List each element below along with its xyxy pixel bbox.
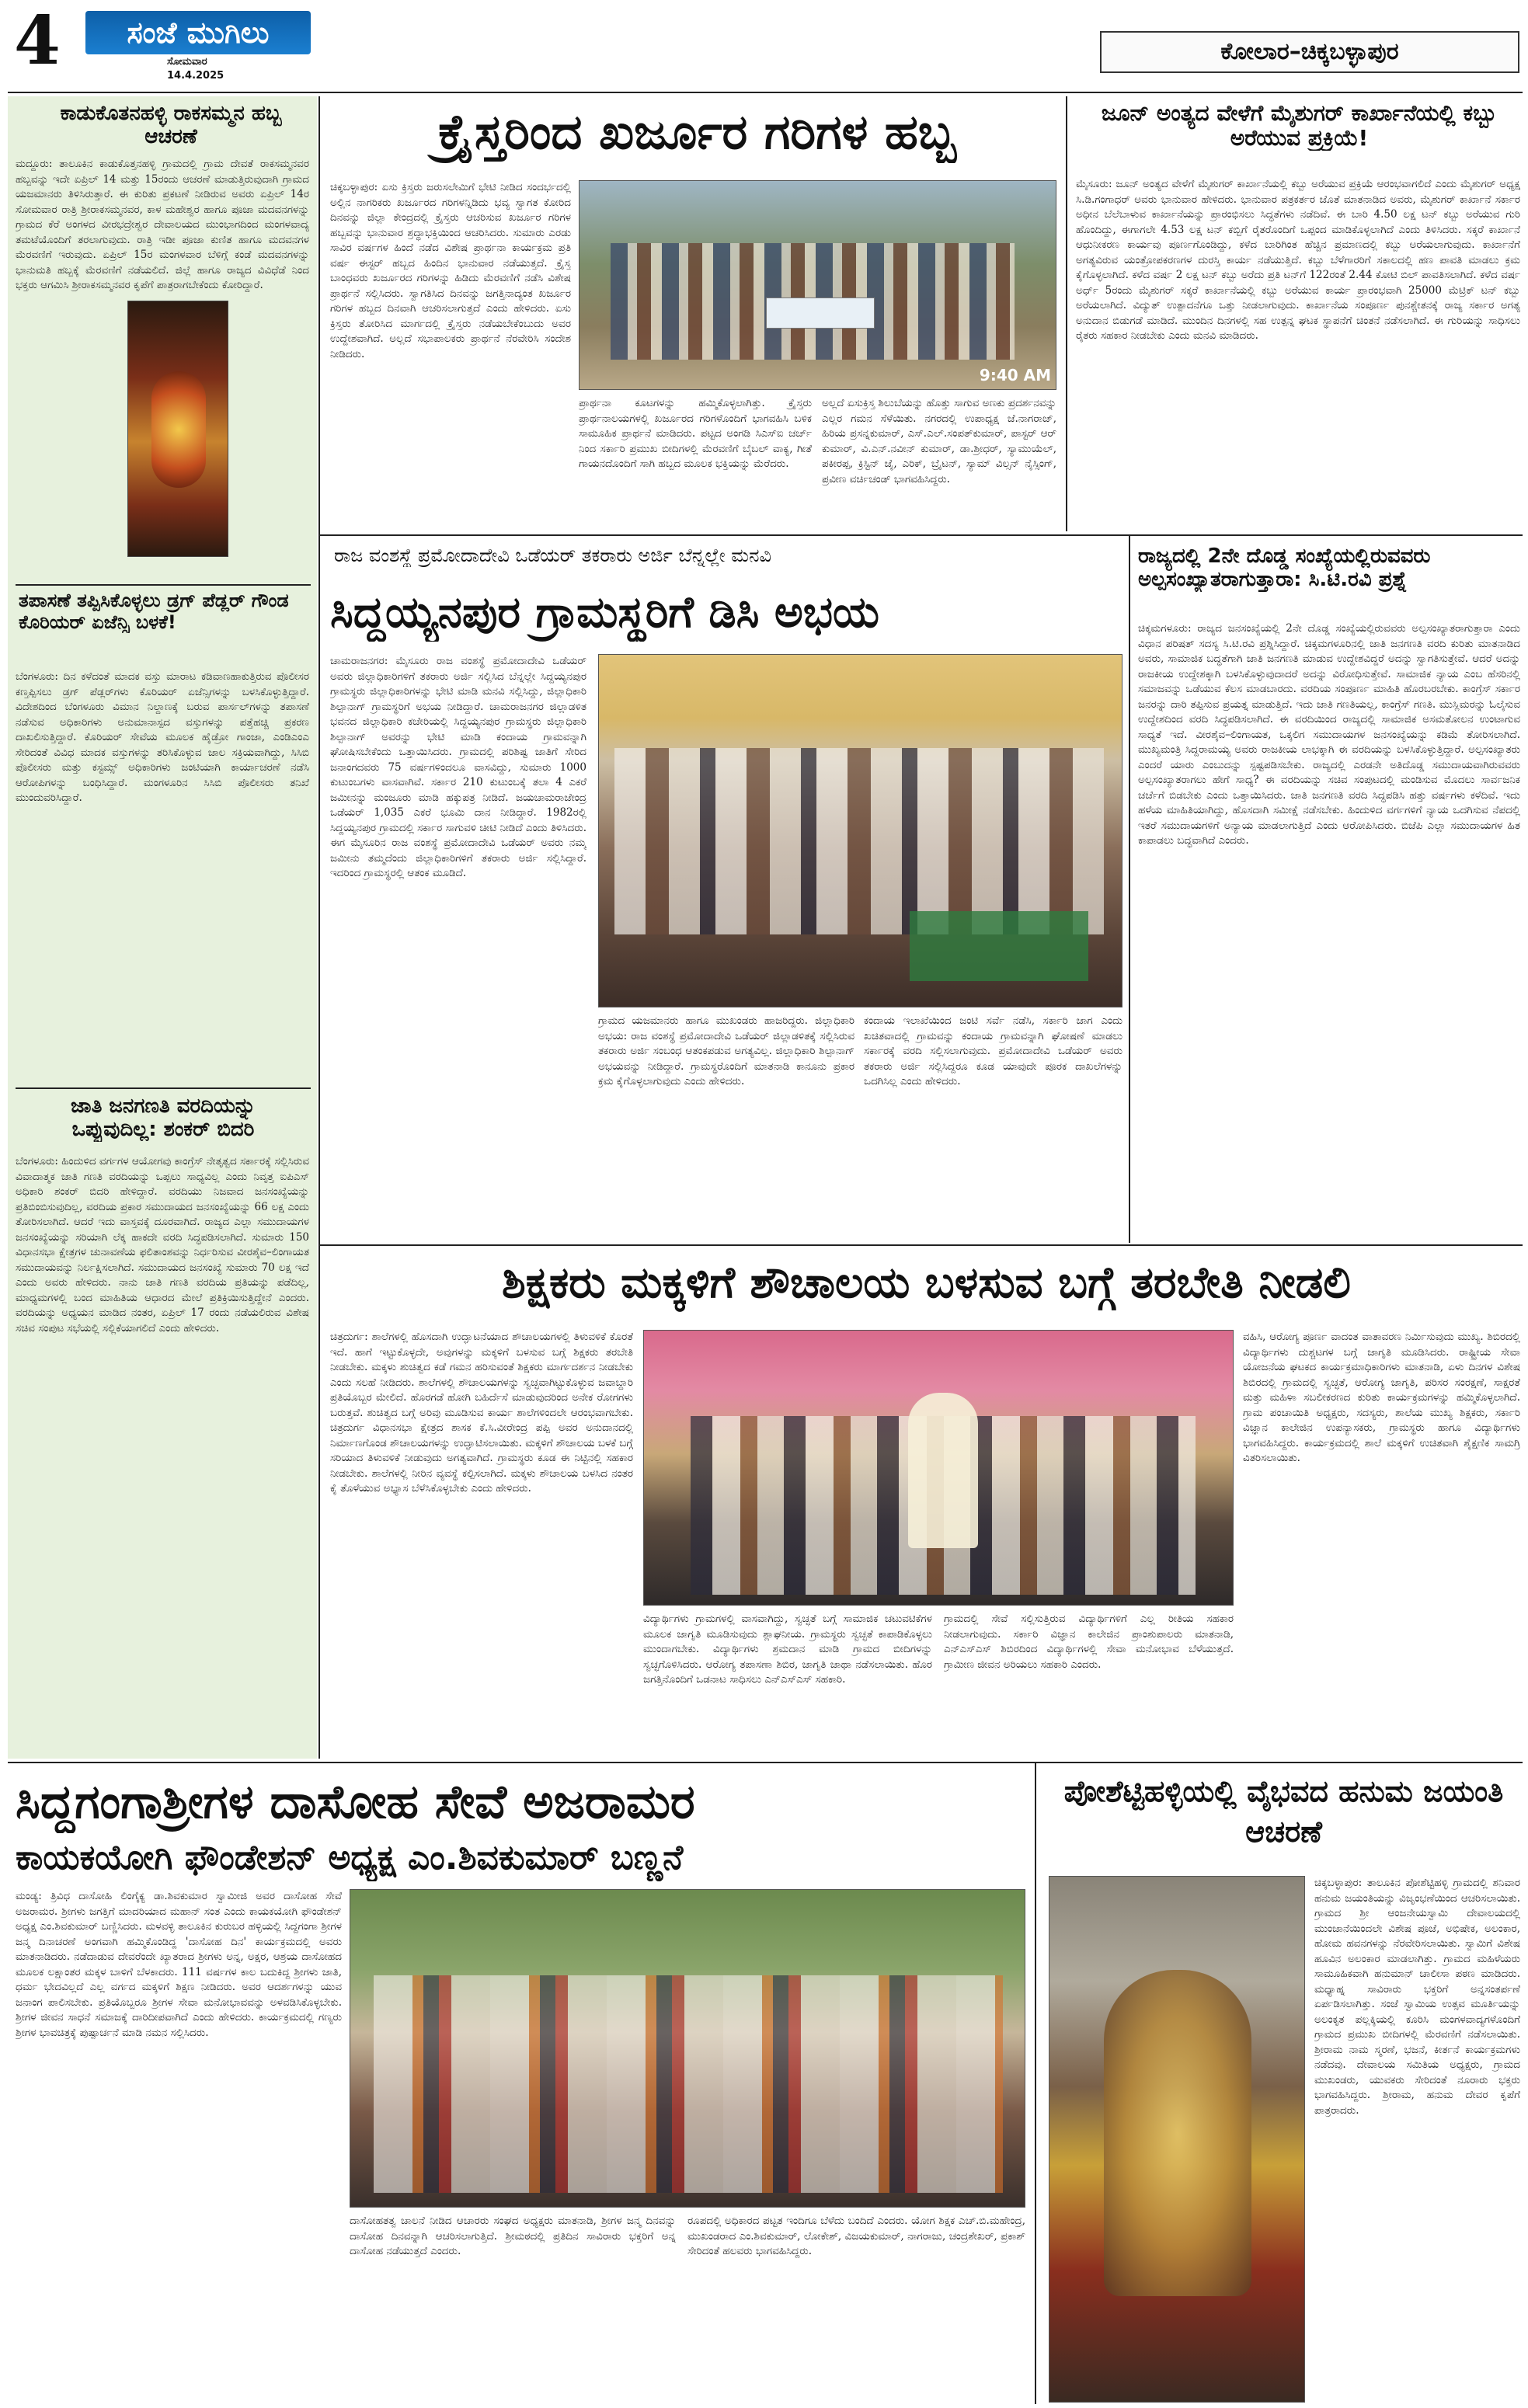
teachers-body-mid2: ಗ್ರಾಮದಲ್ಲಿ ಸೇವೆ ಸಲ್ಲಿಸುತ್ತಿರುವ ವಿದ್ಯಾರ್ಥಿಗಳಿಗೆ ಎಲ್ಲ ರೀತಿಯ ಸಹಕಾರ ನೀಡಲಾಗುವುದು. ಸರ್ಕಾರಿ ವಿಜ್ಞಾನ ಕಾಲೇಜಿನ ಪ್ರಾಂಶುಪಾಲರು ಮಾತನಾಡಿ, ಎನ್‌ಎಸ್‌ಎಸ್ ಶಿಬಿರದಿಂದ ವಿದ್ಯಾರ್ಥಿಗಳಲ್ಲಿ ಸೇವಾ ಮನೋಭಾವ ಬೆಳೆಯುತ್ತದೆ. ಗ್ರಾಮೀಣ ಜೀವನ ಅರಿಯಲು ಸಹಕಾರಿ ಎಂದರು. [944, 1613, 1234, 1671]
bottom-section-rule [8, 1762, 1523, 1763]
teachers-body-left: ಚಿತ್ರದುರ್ಗ: ಶಾಲೆಗಳಲ್ಲಿ ಹೊಸದಾಗಿ ಉದ್ಘಾಟನೆಯಾದ ಶೌಚಾಲಯಗಳಲ್ಲಿ ತಿಳುವಳಿಕೆ ಕೊರತೆ ಇದೆ. ಹಾಗೆ ಇಟ್ಟುಕೊಳ್ಳದೇ, ಅವುಗಳನ್ನು ಮಕ್ಕಳಿಗೆ ಬಳಸುವ ಬಗ್ಗೆ ಶಿಕ್ಷಕರು ತರಬೇತಿ ನೀಡಬೇಕು. ಮಕ್ಕಳು ಶುಚಿತ್ವದ ಕಡೆ ಗಮನ ಹರಿಸುವಂತೆ ಶಿಕ್ಷಕರು ಮಾರ್ಗದರ್ಶನ ನೀಡಬೇಕು ಎಂದು ಸಲಹೆ ನೀಡಿದರು. ಶಾಲೆಗಳಲ್ಲಿ ಶೌಚಾಲಯಗಳನ್ನು ಸ್ವಚ್ಛವಾಗಿಟ್ಟುಕೊಳ್ಳುವ ಜವಾಬ್ದಾರಿ ಪ್ರತಿಯೊಬ್ಬರ ಮೇಲಿದೆ. ಹೊರಗಡೆ ಹೋಗಿ ಬಹಿರ್ದೆಸೆ ಮಾಡುವುದರಿಂದ ಅನೇಕ ರೋಗಗಳು ಬರುತ್ತವೆ. ಶುಚಿತ್ವದ ಬಗ್ಗೆ ಅರಿವು ಮೂಡಿಸುವ ಕಾರ್ಯ ಶಾಲೆಗಳಿಂದಲೇ ಆರಂಭವಾಗಬೇಕು. ಚಿತ್ರದುರ್ಗ ವಿಧಾನಸಭಾ ಕ್ಷೇತ್ರದ ಶಾಸಕ ಕೆ.ಸಿ.ವೀರೇಂದ್ರ ಪಪ್ಪಿ ಅವರ ಅನುದಾನದಲ್ಲಿ ನಿರ್ಮಾಣಗೊಂಡ ಶೌಚಾಲಯಗಳನ್ನು ಉದ್ಘಾಟಿಸಲಾಯಿತು. ಮಕ್ಕಳಿಗೆ ಶೌಚಾಲಯ ಬಳಕೆ ಬಗ್ಗೆ ಸರಿಯಾದ ತಿಳುವಳಿಕೆ ನೀಡುವುದು ಅಗತ್ಯವಾಗಿದೆ. ಗ್ರಾಮಸ್ಥರು ಕೂಡ ಈ ನಿಟ್ಟಿನಲ್ಲಿ ಸಹಕಾರ ನೀಡಬೇಕು. ಶಾಲೆಗಳಲ್ಲಿ ನೀರಿನ ವ್ಯವಸ್ಥೆ ಕಲ್ಪಿಸಲಾಗಿದೆ. ಮಕ್ಕಳು ಶೌಚಾಲಯ ಬಳಸಿದ ನಂತರ ಕೈ ತೊಳೆಯುವ ಅಭ್ಯಾಸ ಬೆಳೆಸಿಕೊಳ್ಳಬೇಕು ಎಂದು ಹೇಳಿದರು. [330, 1331, 633, 1495]
top-section-rule [320, 534, 1523, 536]
side-story2-body: ಬೆಂಗಳೂರು: ದಿನ ಕಳೆದಂತೆ ಮಾದಕ ವಸ್ತು ಮಾರಾಟ ಕಡಿವಾಣಹಾಕುತ್ತಿರುವ ಪೊಲೀಸರ ಕಣ್ತಪ್ಪಿಸಲು ಡ್ರಗ್ ಪೆಡ್ಲರ್‌ಗಳು ಕೊರಿಯರ್ ಏಜೆನ್ಸಿಗಳನ್ನು ಬಳಸಿಕೊಳ್ಳುತ್ತಿದ್ದಾರೆ. ವಿದೇಶದಿಂದ ಬೆಂಗಳೂರು ವಿಮಾನ ನಿಲ್ದಾಣಕ್ಕೆ ಬರುವ ಪಾರ್ಸಲ್‌ಗಳನ್ನು ತಪಾಸಣೆ ನಡೆಸುವ ಅಧಿಕಾರಿಗಳು ಅನುಮಾನಾಸ್ಪದ ವಸ್ತುಗಳನ್ನು ಪತ್ತೆಹಚ್ಚಿ ಪ್ರಕರಣ ದಾಖಲಿಸುತ್ತಿದ್ದಾರೆ. ಕೊರಿಯರ್ ಸೇವೆಯ ಮೂಲಕ ಹೈಡ್ರೋ ಗಾಂಜಾ, ಎಂಡಿಎಂಎ ಸೇರಿದಂತೆ ವಿವಿಧ ಮಾದಕ ವಸ್ತುಗಳನ್ನು ತರಿಸಿಕೊಳ್ಳುವ ಜಾಲ ಸಕ್ರಿಯವಾಗಿದ್ದು, ಸಿಸಿಬಿ ಪೊಲೀಸರು ಮತ್ತು ಕಸ್ಟಮ್ಸ್ ಅಧಿಕಾರಿಗಳು ಜಂಟಿಯಾಗಿ ಕಾರ್ಯಾಚರಣೆ ನಡೆಸಿ ಆರೋಪಿಗಳನ್ನು ಬಂಧಿಸಿದ್ದಾರೆ. ಮಂಗಳೂರಿನ ಸಿಸಿಬಿ ಪೊಲೀಸರು ತನಿಖೆ ಮುಂದುವರಿಸಿದ್ದಾರೆ. [16, 670, 309, 804]
goddess-photo [127, 301, 228, 557]
palm-sunday-photo [579, 180, 1056, 390]
side-story3-headline: ಜಾತಿ ಜನಗಣತಿ ವರದಿಯನ್ನು ಒಪ್ಪುವುದಿಲ್ಲ: ಶಂಕರ್ ಬಿದರಿ [70, 1095, 256, 1141]
side-story3-body: ಬೆಂಗಳೂರು: ಹಿಂದುಳಿದ ವರ್ಗಗಳ ಆಯೋಗವು ಕಾಂಗ್ರೆಸ್ ನೇತೃತ್ವದ ಸರ್ಕಾರಕ್ಕೆ ಸಲ್ಲಿಸಿರುವ ವಿವಾದಾತ್ಮಕ ಜಾತಿ ಗಣತಿ ವರದಿಯನ್ನು ಒಪ್ಪಲು ಸಾಧ್ಯವಿಲ್ಲ ಎಂದು ನಿವೃತ್ತ ಐಪಿಎಸ್ ಅಧಿಕಾರಿ ಶಂಕರ್ ಬಿದರಿ ಹೇಳಿದ್ದಾರೆ. ವರದಿಯು ನಿಜವಾದ ಜನಸಂಖ್ಯೆಯನ್ನು ಪ್ರತಿಬಿಂಬಿಸುವುದಿಲ್ಲ, ವರದಿಯ ಪ್ರಕಾರ ಸಮುದಾಯದ ಜನಸಂಖ್ಯೆಯನ್ನು 66 ಲಕ್ಷ ಎಂದು ತೋರಿಸಲಾಗಿದೆ. ಆದರೆ ಇದು ವಾಸ್ತವಕ್ಕೆ ದೂರವಾಗಿದೆ. ರಾಜ್ಯದ ಎಲ್ಲಾ ಸಮುದಾಯಗಳ ಜನಸಂಖ್ಯೆಯನ್ನು ಸರಿಯಾಗಿ ಲೆಕ್ಕ ಹಾಕದೇ ವರದಿ ಸಿದ್ಧಪಡಿಸಲಾಗಿದೆ. ಸುಮಾರು 150 ವಿಧಾನಸಭಾ ಕ್ಷೇತ್ರಗಳ ಚುನಾವಣೆಯ ಫಲಿತಾಂಶವನ್ನು ನಿರ್ಧರಿಸುವ ವೀರಶೈವ–ಲಿಂಗಾಯತ ಸಮುದಾಯವನ್ನು ನಿರ್ಲಕ್ಷಿಸಲಾಗಿದೆ. ಸಮುದಾಯದ ಜನಸಂಖ್ಯೆ ಸುಮಾರು 70 ಲಕ್ಷ ಇದೆ ಎಂದು ಅವರು ಹೇಳಿದರು. ನಾನು ಜಾತಿ ಗಣತಿ ವರದಿಯ ಪ್ರತಿಯನ್ನು ಪಡೆದಿಲ್ಲ, ಮಾಧ್ಯಮಗಳಲ್ಲಿ ಬಂದ ಮಾಹಿತಿಯ ಆಧಾರದ ಮೇಲೆ ಪ್ರತಿಕ್ರಿಯಿಸುತ್ತಿದ್ದೇನೆ ಎಂದರು. ವರದಿಯನ್ನು ಅಧ್ಯಯನ ಮಾಡಿದ ನಂತರ, ಏಪ್ರಿಲ್ 17 ರಂದು ನಡೆಯಲಿರುವ ವಿಶೇಷ ಸಚಿವ ಸಂಪುಟ ಸಭೆಯಲ್ಲಿ ಸಲ್ಲಿಕೆಯಾಗಲಿದೆ ಎಂದು ಹೇಳಿದರು. [16, 1155, 309, 1334]
ct-ravi-headline: ರಾಜ್ಯದಲ್ಲಿ 2ನೇ ದೊಡ್ಡ ಸಂಖ್ಯೆಯಲ್ಲಿರುವವರು ಅಲ್ಪಸಂಖ್ಯಾತರಾಗುತ್ತಾರಾ: ಸಿ.ಟಿ.ರವಿ ಪ್ರಶ್ನೆ [1138, 545, 1431, 591]
mid-right-rule [1129, 536, 1130, 1243]
dasoha-event-photo [350, 1889, 1025, 2208]
siddaganga-subhead: ಕಾಯಕಯೋಗಿ ಫೌಂಡೇಶನ್ ಅಧ್ಯಕ್ಷ ಎಂ.ಶಿವಕುಮಾರ್ ಬಣ್ಣನೆ [16, 1838, 684, 1877]
christian-festival-body-mid: ಪ್ರಾರ್ಥನಾ ಕೂಟಗಳನ್ನು ಹಮ್ಮಿಕೊಳ್ಳಲಾಗಿತ್ತು. ಕ್ರೈಸ್ತರು ಪ್ರಾರ್ಥನಾಲಯಗಳಲ್ಲಿ ಖರ್ಜೂರದ ಗರಿಗಳೊಂದಿಗೆ ಭಾಗವಹಿಸಿ ಬಳಿಕ ಸಾಮೂಹಿಕ ಪ್ರಾರ್ಥನೆ ಮಾಡಿದರು. ಪಟ್ಟದ ಅಂಗಡಿ ಸಿಎಸ್‌ಐ ಚರ್ಚ್ ನಿಂದ ಸರ್ಕಾರಿ ಪ್ರಮುಖ ಬೀದಿಗಳಲ್ಲಿ ಮೆರವಣಿಗೆ ಬೈಬಲ್ ವಾಕ್ಯ, ಗೀತೆ ಗಾಯನದೊಂದಿಗೆ ಸಾಗಿ ಹಬ್ಬದ ಮೂಲಕ ಭಕ್ತಿಯನ್ನು ಮೆರೆದರು. [579, 397, 812, 470]
christian-festival-body-right: ಅಲ್ಲದೆ ಏಸುಕ್ರಿಸ್ತ ಶಿಲುಬೆಯನ್ನು ಹೊತ್ತು ಸಾಗುವ ಅಣಕು ಪ್ರದರ್ಶನವನ್ನು ಎಲ್ಲರ ಗಮನ ಸೆಳೆಯಿತು. ನಗರದಲ್ಲಿ ಉಪಾಧ್ಯಕ್ಷ ಜೆ.ನಾಗರಾಜ್, ಹಿರಿಯ ಪ್ರಸನ್ನಕುಮಾರ್, ಎಸ್.ಎಲ್.ಸಂಪತ್‌ಕುಮಾರ್, ಪಾಸ್ಟರ್ ಆರ್ ಕುಮಾರ್, ವಿ.ಎನ್.ನವೀನ್ ಕುಮಾರ್, ಡಾ.ಶ್ರೀಧರ್, ಸ್ಯಾಮುಯೆಲ್, ಪಕೀರಪ್ಪ, ಕ್ರಿಸ್ಟಿನ್ ಜೈ, ಎರಿಕ್, ಬ್ರೈಟನ್, ಸ್ಯಾಮ್ ವಿಲ್ಸನ್ ನೈಸ್ಸಿಂಗ್, ಪ್ರವೀಣ ವರ್ಚಿಚಂಡ್ ಭಾಗವಹಿಸಿದ್ದರು. [822, 397, 1056, 485]
masthead-day: ಸೋಮವಾರ [167, 56, 207, 68]
siddayyanapura-kicker: ರಾಜ ವಂಶಸ್ಥೆ ಪ್ರಮೋದಾದೇವಿ ಒಡೆಯರ್ ತಕರಾರು ಅರ್ಜಿ ಬೆನ್ನಲ್ಲೇ ಮನವಿ [334, 545, 771, 566]
siddayyanapura-body-mid: ಗ್ರಾಮದ ಯಜಮಾನರು ಹಾಗೂ ಮುಖಂಡರು ಹಾಜರಿದ್ದರು. ಜಿಲ್ಲಾಧಿಕಾರಿ ಅಭಯ: ರಾಜ ವಂಶಸ್ಥೆ ಪ್ರಮೋದಾದೇವಿ ಒಡೆಯರ್ ಜಿಲ್ಲಾಡಳಿತಕ್ಕೆ ಸಲ್ಲಿಸಿರುವ ತಕರಾರು ಅರ್ಜಿ ಸಂಬಂಧ ಆತಂಕಪಡುವ ಅಗತ್ಯವಿಲ್ಲ. ಜಿಲ್ಲಾಧಿಕಾರಿ ಶಿಲ್ಪಾನಾಗ್ ಅಭಯವನ್ನು ನೀಡಿದ್ದಾರೆ. ಗ್ರಾಮಸ್ಥರೊಂದಿಗೆ ಮಾತನಾಡಿ ಕಾನೂನು ಪ್ರಕಾರ ಕ್ರಮ ಕೈಗೊಳ್ಳಲಾಗುವುದು ಎಂದು ಹೇಳಿದರು. [598, 1014, 854, 1087]
teachers-body-mid: ವಿದ್ಯಾರ್ಥಿಗಳು ಗ್ರಾಮಗಳಲ್ಲಿ ವಾಸವಾಗಿದ್ದು, ಸ್ವಚ್ಛತೆ ಬಗ್ಗೆ ಸಾಮಾಜಿಕ ಚಟುವಟಿಕೆಗಳ ಮೂಲಕ ಜಾಗೃತಿ ಮೂಡಿಸುವುದು ಶ್ಲಾಘನೀಯ. ಗ್ರಾಮಸ್ಥರು ಸ್ವಚ್ಛತೆ ಕಾಪಾಡಿಕೊಳ್ಳಲು ಮುಂದಾಗಬೇಕು. ವಿದ್ಯಾರ್ಥಿಗಳು ಶ್ರಮದಾನ ಮಾಡಿ ಗ್ರಾಮದ ಬೀದಿಗಳನ್ನು ಸ್ವಚ್ಛಗೊಳಿಸಿದರು. ಆರೋಗ್ಯ ತಪಾಸಣಾ ಶಿಬಿರ, ಜಾಗೃತಿ ಜಾಥಾ ನಡೆಸಲಾಯಿತು. ಹೊರ ಜಗತ್ತಿನೊಂದಿಗೆ ಒಡನಾಟ ಸಾಧಿಸಲು ಎನ್‌ಎಸ್‌ಎಸ್ ಸಹಕಾರಿ. [643, 1613, 932, 1686]
siddayyanapura-body-right: ಕಂದಾಯ ಇಲಾಖೆಯಿಂದ ಜಂಟಿ ಸರ್ವೆ ನಡೆಸಿ, ಸರ್ಕಾರಿ ಜಾಗ ಎಂದು ಖಚಿತವಾದಲ್ಲಿ ಗ್ರಾಮವನ್ನು ಕಂದಾಯ ಗ್ರಾಮವನ್ನಾಗಿ ಘೋಷಣೆ ಮಾಡಲು ಸರ್ಕಾರಕ್ಕೆ ವರದಿ ಸಲ್ಲಿಸಲಾಗುವುದು. ಪ್ರಮೋದಾದೇವಿ ಒಡೆಯರ್ ಅವರು ತಕರಾರು ಅರ್ಜಿ ಸಲ್ಲಿಸಿದ್ದರೂ ಕೂಡ ಯಾವುದೇ ಪೂರಕ ದಾಖಲೆಗಳನ್ನು ಒದಗಿಸಿಲ್ಲ ಎಂದು ಹೇಳಿದರು. [864, 1014, 1123, 1087]
newspaper-logo-text: ಸಂಜೆ ಮುಗಿಲು [127, 16, 270, 50]
dc-petition-photo [598, 654, 1123, 1007]
siddayyanapura-headline: ಸಿದ್ದಯ್ಯನಪುರ ಗ್ರಾಮಸ್ಥರಿಗೆ ಡಿಸಿ ಅಭಯ [330, 587, 879, 638]
masthead [0, 0, 1528, 95]
siddaganga-body-left: ಮಂಡ್ಯ: ತ್ರಿವಿಧ ದಾಸೋಹಿ ಲಿಂಗೈಕ್ಯ ಡಾ.ಶಿವಕುಮಾರ ಸ್ವಾಮೀಜಿ ಅವರ ದಾಸೋಹ ಸೇವೆ ಅಜರಾಮರ. ಶ್ರೀಗಳು ಜಗತ್ತಿಗೆ ಮಾದರಿಯಾದ ಮಹಾನ್ ಸಂತ ಎಂದು ಕಾಯಕಯೋಗಿ ಫೌಂಡೇಶನ್ ಅಧ್ಯಕ್ಷ ಎಂ.ಶಿವಕುಮಾರ್ ಬಣ್ಣಿಸಿದರು. ಮಳವಳ್ಳಿ ತಾಲೂಕಿನ ಕುರುಬರ ಹಳ್ಳಿಯಲ್ಲಿ ಸಿದ್ದಗಂಗಾ ಶ್ರೀಗಳ ಜನ್ಮ ದಿನಾಚರಣೆ ಅಂಗವಾಗಿ ಹಮ್ಮಿಕೊಂಡಿದ್ದ 'ದಾಸೋಹ ದಿನ' ಕಾರ್ಯಕ್ರಮದಲ್ಲಿ ಅವರು ಮಾತನಾಡಿದರು. ನಡೆದಾಡುವ ದೇವರೆಂದೇ ಖ್ಯಾತರಾದ ಶ್ರೀಗಳು ಅನ್ನ, ಅಕ್ಷರ, ಆಶ್ರಯ ದಾಸೋಹದ ಮೂಲಕ ಲಕ್ಷಾಂತರ ಮಕ್ಕಳ ಬಾಳಿಗೆ ಬೆಳಕಾದರು. 111 ವರ್ಷಗಳ ಕಾಲ ಬದುಕಿದ್ದ ಶ್ರೀಗಳು ಜಾತಿ, ಧರ್ಮ ಭೇದವಿಲ್ಲದೆ ಎಲ್ಲ ವರ್ಗದ ಮಕ್ಕಳಿಗೆ ಶಿಕ್ಷಣ ನೀಡಿದರು. ಅವರ ಆದರ್ಶಗಳನ್ನು ಯುವ ಜನಾಂಗ ಪಾಲಿಸಬೇಕು. ಪ್ರತಿಯೊಬ್ಬರೂ ಶ್ರೀಗಳ ಸೇವಾ ಮನೋಭಾವವನ್ನು ಅಳವಡಿಸಿಕೊಳ್ಳಬೇಕು. ಶ್ರೀಗಳ ಜೀವನ ಸಾಧನೆ ಸಮಾಜಕ್ಕೆ ದಾರಿದೀಪವಾಗಿದೆ ಎಂದು ಹೇಳಿದರು. ಕಾರ್ಯಕ್ರಮದಲ್ಲಿ ಗಣ್ಯರು ಶ್ರೀಗಳ ಭಾವಚಿತ್ರಕ್ಕೆ ಪುಷ್ಪಾರ್ಚನೆ ಮಾಡಿ ನಮನ ಸಲ್ಲಿಸಿದರು. [16, 1890, 342, 2039]
side-story2-headline: ತಪಾಸಣೆ ತಪ್ಪಿಸಿಕೊಳ್ಳಲು ಡ್ರಗ್ ಪೆಡ್ಲರ್ ಗೌಂಡ ಕೊರಿಯರ್ ಏಜೆನ್ಸಿ ಬಳಕೆ! [19, 590, 289, 633]
teachers-body-right: ವಹಿಸಿ, ಆರೋಗ್ಯ ಪೂರ್ಣ ವಾದಂತ ವಾತಾವರಣ ನಿರ್ಮಿಸುವುದು ಮುಖ್ಯ. ಶಿಬಿರದಲ್ಲಿ ವಿದ್ಯಾರ್ಥಿಗಳು ದುಶ್ಚಟಗಳ ಬಗ್ಗೆ ಜಾಗೃತಿ ಮೂಡಿಸಿದರು. ರಾಷ್ಟ್ರೀಯ ಸೇವಾ ಯೋಜನೆಯ ಘಟಕದ ಕಾರ್ಯಕ್ರಮಾಧಿಕಾರಿಗಳು ಮಾತನಾಡಿ, ಏಳು ದಿನಗಳ ವಿಶೇಷ ಶಿಬಿರದಲ್ಲಿ ಗ್ರಾಮದಲ್ಲಿ ಸ್ವಚ್ಛತೆ, ಆರೋಗ್ಯ ಜಾಗೃತಿ, ಪರಿಸರ ಸಂರಕ್ಷಣೆ, ಸಾಕ್ಷರತೆ ಮತ್ತು ಮಹಿಳಾ ಸಬಲೀಕರಣದ ಕುರಿತು ಕಾರ್ಯಕ್ರಮಗಳನ್ನು ಹಮ್ಮಿಕೊಳ್ಳಲಾಗಿದೆ. ಗ್ರಾಮ ಪಂಚಾಯಿತಿ ಅಧ್ಯಕ್ಷರು, ಸದಸ್ಯರು, ಶಾಲೆಯ ಮುಖ್ಯ ಶಿಕ್ಷಕರು, ಸರ್ಕಾರಿ ವಿಜ್ಞಾನ ಕಾಲೇಜಿನ ಉಪನ್ಯಾಸಕರು, ಗ್ರಾಮಸ್ಥರು ಹಾಗೂ ವಿದ್ಯಾರ್ಥಿಗಳು ಭಾಗವಹಿಸಿದ್ದರು. ಕಾರ್ಯಕ್ರಮದಲ್ಲಿ ಶಾಲೆ ಮಕ್ಕಳಿಗೆ ಉಚಿತವಾಗಿ ಶೈಕ್ಷಣಿಕ ಸಾಮಗ್ರಿ ವಿತರಿಸಲಾಯಿತು. [1243, 1331, 1520, 1464]
christian-festival-body-left: ಚಿಕ್ಕಬಳ್ಳಾಪುರ: ಏಸು ಕ್ರಿಸ್ತರು ಜರುಸಲೇಮಿಗೆ ಭೇಟಿ ನೀಡಿದ ಸಂದರ್ಭದಲ್ಲಿ ಅಲ್ಲಿನ ನಾಗರಿಕರು ಖರ್ಜೂರದ ಗರಿಗಳನ್ನಿಡಿದು ಭವ್ಯ ಸ್ವಾಗತ ಕೋರಿದ ದಿನವನ್ನು ಜಿಲ್ಲಾ ಕೇಂದ್ರದಲ್ಲಿ ಕ್ರೈಸ್ತರು ಆಚರಿಸುವ ಖರ್ಜೂರ ಗರಿಗಳ ಹಬ್ಬವನ್ನು ಭಾನುವಾರ ಶ್ರದ್ಧಾಭಕ್ತಿಯಿಂದ ಆಚರಿಸಿದರು. ಸುಮಾರು ಎರಡು ಸಾವಿರ ವರ್ಷಗಳ ಹಿಂದೆ ನಡೆದ ವಿಶೇಷ ಪ್ರಾರ್ಥನಾ ಕಾರ್ಯಕ್ರಮ ಪ್ರತಿ ವರ್ಷ ಈಸ್ಟರ್ ಹಬ್ಬದ ಹಿಂದಿನ ಭಾನುವಾರ ನಡೆಯುತ್ತದೆ. ಕ್ರೈಸ್ತ ಬಾಂಧವರು ಖರ್ಜೂರದ ಗರಿಗಳನ್ನು ಹಿಡಿದು ಮೆರವಣಿಗೆ ನಡೆಸಿ ವಿಶೇಷ ಪ್ರಾರ್ಥನೆ ಸಲ್ಲಿಸಿದರು. ಸ್ವಾಗತಿಸಿದ ದಿನವನ್ನು ಜಗತ್ತಿನಾದ್ಯಂತ ಖರ್ಜೂರ ಗರಿಗಳ ಹಬ್ಬದ ದಿನವಾಗಿ ಆಚರಿಸಲಾಗುತ್ತದೆ ಎಂದು ಹೇಳಿದರು. ಏಸು ಕ್ರಿಸ್ತರು ತೋರಿಸಿದ ಮಾರ್ಗದಲ್ಲಿ ಕ್ರೈಸ್ತರು ನಡೆಯಬೇಕೆಂಬುದು ಅವರ ಉದ್ದೇಶವಾಗಿದೆ. ಅಲ್ಲದೆ ಸಭಾಪಾಲಕರು ಪ್ರಾರ್ಥನೆ ನೆರವೇರಿಸಿ ಸಂದೇಶ ನೀಡಿದರು. [330, 181, 571, 360]
top-center-right-rule [1066, 96, 1067, 531]
mysugar-headline: ಜೂನ್ ಅಂತ್ಯದ ವೇಳೆಗೆ ಮೈಶುಗರ್ ಕಾರ್ಖಾನೆಯಲ್ಲಿ ಕಬ್ಬು ಅರೆಯುವ ಪ್ರಕ್ರಿಯೆ! [1101, 101, 1498, 151]
photo-timestamp: 9:40 AM [979, 366, 1051, 385]
newspaper-logo [85, 11, 311, 54]
bottom-right-rule [1035, 1763, 1036, 2404]
siddaganga-body-bottom2: ರೂಪದಲ್ಲಿ ಅಧಿಕಾರದ ಪಟ್ಟತ ಇಂದಿಗೂ ಬೆಳೆದು ಬಂದಿದೆ ಎಂದರು. ಯೋಗ ಶಿಕ್ಷಕ ಎಚ್.ಬಿ.ಮಹೇಂದ್ರ, ಮುಖಂಡರಾದ ಎಂ.ಶಿವಕುಮಾರ್, ಲೋಕೇಶ್, ವಿಜಯಕುಮಾರ್, ನಾಗರಾಜು, ಚಂದ್ರಶೇಖರ್, ಪ್ರಕಾಶ್ ಸೇರಿದಂತೆ ಹಲವರು ಭಾಗವಹಿಸಿದ್ದರು. [687, 2215, 1025, 2257]
masthead-date: 14.4.2025 [167, 70, 225, 82]
page-number: 4 [14, 2, 61, 80]
siddayyanapura-body-left: ಚಾಮರಾಜನಗರ: ಮೈಸೂರು ರಾಜ ವಂಶಸ್ಥೆ ಪ್ರಮೋದಾದೇವಿ ಒಡೆಯರ್ ಅವರು ಜಿಲ್ಲಾಧಿಕಾರಿಗಳಿಗೆ ತಕರಾರು ಅರ್ಜಿ ಸಲ್ಲಿಸಿದ ಬೆನ್ನಲ್ಲೇ ಸಿದ್ದಯ್ಯನಪುರ ಗ್ರಾಮಸ್ಥರು ಜಿಲ್ಲಾಧಿಕಾರಿಗಳನ್ನು ಭೇಟಿ ಮಾಡಿ ಮನವಿ ಸಲ್ಲಿಸಿದ್ದು, ಜಿಲ್ಲಾಧಿಕಾರಿ ಶಿಲ್ಪಾನಾಗ್ ಗ್ರಾಮಸ್ಥರಿಗೆ ಅಭಯ ನೀಡಿದ್ದಾರೆ. ಚಾಮರಾಜನಗರ ಜಿಲ್ಲಾಡಳಿತ ಭವನದ ಜಿಲ್ಲಾಧಿಕಾರಿ ಕಚೇರಿಯಲ್ಲಿ ಸಿದ್ದಯ್ಯನಪುರ ಗ್ರಾಮಸ್ಥರು ಜಿಲ್ಲಾಧಿಕಾರಿ ಶಿಲ್ಪಾನಾಗ್ ಅವರನ್ನು ಭೇಟಿ ಮಾಡಿ ಕಂದಾಯ ಗ್ರಾಮವನ್ನಾಗಿ ಘೋಷಿಸಬೇಕೆಂದು ಒತ್ತಾಯಿಸಿದರು. ಗ್ರಾಮದಲ್ಲಿ ಪರಿಶಿಷ್ಟ ಜಾತಿಗೆ ಸೇರಿದ ಜನಾಂಗದವರು 75 ವರ್ಷಗಳಿಂದಲೂ ವಾಸವಿದ್ದು, ಸುಮಾರು 1000 ಕುಟುಂಬಗಳು ವಾಸವಾಗಿವೆ. ಸರ್ಕಾರ 210 ಕುಟುಂಬಕ್ಕೆ ತಲಾ 4 ಎಕರೆ ಜಮೀನನ್ನು ಮಂಜೂರು ಮಾಡಿ ಹಕ್ಕುಪತ್ರ ನೀಡಿದೆ. ಜಯಚಾಮರಾಜೇಂದ್ರ ಒಡೆಯರ್ 1,035 ಎಕರೆ ಭೂಮಿ ದಾನ ನೀಡಿದ್ದಾರೆ. 1982ರಲ್ಲಿ ಸಿದ್ದಯ್ಯನಪುರ ಗ್ರಾಮದಲ್ಲಿ ಸರ್ಕಾರ ಸಾಗುವಳಿ ಚೀಟಿ ನೀಡಿದೆ ಎಂದು ತಿಳಿಸಿದರು. ಈಗ ಮೈಸೂರಿನ ರಾಜ ವಂಶಸ್ಥೆ ಪ್ರಮೋದಾದೇವಿ ಒಡೆಯರ್ ಅವರು ನಮ್ಮ ಜಮೀನು ತಮ್ಮದೆಂದು ಜಿಲ್ಲಾಧಿಕಾರಿಗಳಿಗೆ ತಕರಾರು ಅರ್ಜಿ ಸಲ್ಲಿಸಿದ್ದಾರೆ. ಇದರಿಂದ ಗ್ರಾಮಸ್ಥರಲ್ಲಿ ಆತಂಕ ಮೂಡಿದೆ. [330, 655, 586, 879]
masthead-rule [8, 92, 1523, 93]
side-rule-1 [16, 584, 311, 586]
side-story1-body [16, 157, 309, 580]
mysugar-body: ಮೈಸೂರು: ಜೂನ್ ಅಂತ್ಯದ ವೇಳೆಗೆ ಮೈಶುಗರ್ ಕಾರ್ಖಾನೆಯಲ್ಲಿ ಕಬ್ಬು ಅರೆಯುವ ಪ್ರಕ್ರಿಯೆ ಆರಂಭವಾಗಲಿದೆ ಎಂದು ಮೈಶುಗರ್ ಅಧ್ಯಕ್ಷ ಸಿ.ಡಿ.ಗಂಗಾಧರ್ ಅವರು ಭಾನುವಾರ ಹೇಳಿದರು. ಭಾನುವಾರ ಪತ್ರಕರ್ತರ ಜೊತೆ ಮಾತನಾಡಿದ ಅವರು, ಮೈಶುಗರ್ ಕಾರ್ಖಾನೆ ಸರ್ಕಾರ ಅಧೀನ ಬೆಲೆಬಾಳುವ ಕಾರ್ಖಾನೆಯನ್ನು ಪ್ರಾರಂಭಿಸಲು ಸಿದ್ಧತೆಗಳು ನಡೆದಿವೆ. ಈ ಬಾರಿ 4.50 ಲಕ್ಷ ಟನ್ ಕಬ್ಬು ಅರೆಯುವ ಗುರಿ ಹೊಂದಿದ್ದು, ಈಗಾಗಲೇ 4.53 ಲಕ್ಷ ಟನ್ ಕಬ್ಬಿಗೆ ರೈತರೊಂದಿಗೆ ಒಪ್ಪಂದ ಮಾಡಿಕೊಳ್ಳಲಾಗಿದೆ ಎಂದು ತಿಳಿಸಿದರು. ಸಕ್ಕರೆ ಕಾರ್ಖಾನೆ ಆಧುನೀಕರಣ ಕಾರ್ಯವು ಪೂರ್ಣಗೊಂಡಿದ್ದು, ಕಳೆದ ಬಾರಿಗಿಂತ ಹೆಚ್ಚಿನ ಪ್ರಮಾಣದಲ್ಲಿ ಕಬ್ಬು ಅರೆಯಲಾಗುವುದು. ಕಾರ್ಖಾನೆಗೆ ಅಗತ್ಯವಿರುವ ಯಂತ್ರೋಪಕರಣಗಳ ದುರಸ್ತಿ ಕಾರ್ಯ ನಡೆಯುತ್ತಿದೆ. ಕಬ್ಬು ಬೆಳೆಗಾರರಿಗೆ ಸಕಾಲದಲ್ಲಿ ಹಣ ಪಾವತಿ ಮಾಡಲು ಕ್ರಮ ಕೈಗೊಳ್ಳಲಾಗಿದೆ. ಕಳೆದ ವರ್ಷ 2 ಲಕ್ಷ ಟನ್ ಕಬ್ಬು ಅರೆದು ಪ್ರತಿ ಟನ್‌ಗೆ 122ರಂತೆ 2.44 ಕೋಟಿ ಬಿಲ್ ಪಾವತಿಸಲಾಗಿದೆ. ಕಳೆದ ವರ್ಷ ಅರ್ಧ್ 5ರಂದು ಮೈಶುಗರ್ ಸಕ್ಕರೆ ಕಾರ್ಖಾನೆಯಲ್ಲಿ ಕಬ್ಬು ಅರೆಯುವ ಕಾರ್ಯ ಪ್ರಾರಂಭವಾಗಿ 25000 ಮೆಟ್ರಿಕ್ ಟನ್ ಕಬ್ಬು ಅರೆಯಲಾಗಿದೆ. ವಿದ್ಯುತ್ ಉತ್ಪಾದನೆಗೂ ಒತ್ತು ನೀಡಲಾಗುವುದು. ಕಾರ್ಖಾನೆಯ ಸಂಪೂರ್ಣ ಪುನಶ್ಚೇತನಕ್ಕೆ ರಾಜ್ಯ ಸರ್ಕಾರ ಅಗತ್ಯ ಅನುದಾನ ಬಿಡುಗಡೆ ಮಾಡಿದೆ. ಮುಂದಿನ ದಿನಗಳಲ್ಲಿ ಸಹ ಉತ್ಪನ್ನ ಘಟಕ ಸ್ಥಾಪನೆಗೆ ಚಿಂತನೆ ನಡೆಸಲಾಗಿದೆ. ಈ ಗುರಿಯನ್ನು ಸಾಧಿಸಲು ರೈತರು ಸಹಕಾರ ನೀಡಬೇಕು ಎಂದು ಮನವಿ ಮಾಡಿದರು. [1076, 178, 1520, 342]
hanuma-jayanti-headline: ಪೋಶೆಟ್ಟಿಹಳ್ಳಿಯಲ್ಲಿ ವೈಭವದ ಹನುಮ ಜಯಂತಿ ಆಚರಣೆ [1063, 1774, 1504, 1849]
mid-section-rule [320, 1244, 1523, 1246]
toilet-inauguration-photo [643, 1330, 1234, 1606]
side-story1-text: ಮದ್ದೂರು: ತಾಲೂಕಿನ ಕಾಡುಕೊತ್ತನಹಳ್ಳಿ ಗ್ರಾಮದಲ್ಲಿ ಗ್ರಾಮ ದೇವತೆ ರಾಕಸಮ್ಮನವರ ಹಬ್ಬವನ್ನು ಇದೇ ಏಪ್ರಿಲ್ 14 ಮತ್ತು 15ರಂದು ಆಚರಣೆ ಮಾಡುತ್ತಿರುವುದಾಗಿ ಗ್ರಾಮದ ಯಜಮಾನರು ತಿಳಿಸಿರುತ್ತಾರೆ. ಈ ಕುರಿತು ಪ್ರಕಟಣೆ ನೀಡಿರುವ ಅವರು ಏಪ್ರಿಲ್ 14ರ ಸೋಮವಾರ ರಾತ್ರಿ ಶ್ರೀರಾಕಸಮ್ಮನವರ, ಕಾಳ ಮಹೇಶ್ವರ ಹಾಗೂ ಪೂಜಾ ಮದವನಗಳನ್ನು ಗ್ರಾಮದ ಕೆರೆ ಅಂಗಳದ ವೀರಭದ್ರೇಶ್ವರ ದೇವಾಲಯದ ಮುಂಭಾಗದಿಂದ ಮಂಗಳವಾದ್ಯ ತಮಟೆಯೊಂದಿಗೆ ತರಲಾಗುವುದು. ರಾತ್ರಿ ಇಡೀ ಪೂಜಾ ಕುಣಿತ ಹಾಗೂ ಮದವನಗಳ ಮೆರವಣಿಗೆ ಇರುವುದು. ಏಪ್ರಿಲ್ 15ರ ಮಂಗಳವಾರ ಬೆಳಿಗ್ಗೆ ಕಂಡೆ ಮದವನಗಳನ್ನು ಭಾನುಮತಿ ಹಬ್ಬಕ್ಕೆ ಮೆರವಣಿಗೆ ನಡೆಯಲಿದೆ. ಜಿಲ್ಲೆ ಹಾಗೂ ರಾಜ್ಯದ ವಿವಿಧೆಡೆ ನಿಂದ ಭಕ್ತರು ಆಗಮಿಸಿ ಶ್ರೀರಾಕಸಮ್ಮನವರ ಕೃಪೆಗೆ ಪಾತ್ರರಾಗಬೇಕೆಂದು ಕೋರಿದ್ದಾರೆ. [16, 158, 309, 291]
hanuma-jayanti-body: ಚಿಕ್ಕಬಳ್ಳಾಪುರ: ತಾಲೂಕಿನ ಪೋಶೆಟ್ಟಿಹಳ್ಳಿ ಗ್ರಾಮದಲ್ಲಿ ಶನಿವಾರ ಹನುಮ ಜಯಂತಿಯನ್ನು ವಿಜೃಂಭಣೆಯಿಂದ ಆಚರಿಸಲಾಯಿತು. ಗ್ರಾಮದ ಶ್ರೀ ಆಂಜನೇಯಸ್ವಾಮಿ ದೇವಾಲಯದಲ್ಲಿ ಮುಂಜಾನೆಯಿಂದಲೇ ವಿಶೇಷ ಪೂಜೆ, ಅಭಿಷೇಕ, ಅಲಂಕಾರ, ಹೋಮ ಹವನಗಳನ್ನು ನೆರವೇರಿಸಲಾಯಿತು. ಸ್ವಾಮಿಗೆ ವಿಶೇಷ ಹೂವಿನ ಅಲಂಕಾರ ಮಾಡಲಾಗಿತ್ತು. ಗ್ರಾಮದ ಮಹಿಳೆಯರು ಸಾಮೂಹಿಕವಾಗಿ ಹನುಮಾನ್ ಚಾಲೀಸಾ ಪಠಣ ಮಾಡಿದರು. ಮಧ್ಯಾಹ್ನ ಸಾವಿರಾರು ಭಕ್ತರಿಗೆ ಅನ್ನಸಂತರ್ಪಣೆ ಏರ್ಪಡಿಸಲಾಗಿತ್ತು. ಸಂಜೆ ಸ್ವಾಮಿಯ ಉತ್ಸವ ಮೂರ್ತಿಯನ್ನು ಅಲಂಕೃತ ಪಲ್ಲಕ್ಕಿಯಲ್ಲಿ ಕೂರಿಸಿ ಮಂಗಳವಾದ್ಯಗಳೊಂದಿಗೆ ಗ್ರಾಮದ ಪ್ರಮುಖ ಬೀದಿಗಳಲ್ಲಿ ಮೆರವಣಿಗೆ ನಡೆಸಲಾಯಿತು. ಶ್ರೀರಾಮ ನಾಮ ಸ್ಮರಣೆ, ಭಜನೆ, ಕೀರ್ತನೆ ಕಾರ್ಯಕ್ರಮಗಳು ನಡೆದವು. ದೇವಾಲಯ ಸಮಿತಿಯ ಅಧ್ಯಕ್ಷರು, ಗ್ರಾಮದ ಮುಖಂಡರು, ಯುವಕರು ಸೇರಿದಂತೆ ನೂರಾರು ಭಕ್ತರು ಭಾಗವಹಿಸಿದ್ದರು. ಶ್ರೀರಾಮ, ಹನುಮ ದೇವರ ಕೃಪೆಗೆ ಪಾತ್ರರಾದರು. [1314, 1877, 1520, 2117]
ct-ravi-body: ಚಿಕ್ಕಮಗಳೂರು: ರಾಜ್ಯದ ಜನಸಂಖ್ಯೆಯಲ್ಲಿ 2ನೇ ದೊಡ್ಡ ಸಂಖ್ಯೆಯಲ್ಲಿರುವವರು ಅಲ್ಪಸಂಖ್ಯಾತರಾಗುತ್ತಾರಾ ಎಂದು ವಿಧಾನ ಪರಿಷತ್ ಸದಸ್ಯ ಸಿ.ಟಿ.ರವಿ ಪ್ರಶ್ನಿಸಿದ್ದಾರೆ. ಚಿಕ್ಕಮಗಳೂರಿನಲ್ಲಿ ಜಾತಿ ಜನಗಣತಿ ವರದಿ ಕುರಿತು ಮಾತನಾಡಿದ ಅವರು, ಸಾಮಾಜಿಕ ಬದ್ಧತೆಗಾಗಿ ಜಾತಿ ಜನಗಣತಿ ಮಾಡುವ ಉದ್ದೇಶವಿದ್ದರೆ ಅದನ್ನು ಸ್ವಾಗತಿಸುತ್ತೇವೆ. ಆದರೆ ಅದನ್ನು ರಾಜಕೀಯ ಉದ್ದೇಶಕ್ಕಾಗಿ ಬಳಸಿಕೊಳ್ಳುವುದಾದರೆ ಅದನ್ನು ವಿರೋಧಿಸುತ್ತೇವೆ. ಸಾಮಾಜಿಕ ನ್ಯಾಯ ಎಂಬ ಹೆಸರಿನಲ್ಲಿ ಸಮಾಜವನ್ನು ಒಡೆಯುವ ಕೆಲಸ ಮಾಡಬಾರದು. ವರದಿಯ ಸಂಪೂರ್ಣ ಮಾಹಿತಿ ಹೊರಬರಬೇಕು. ಕಾಂಗ್ರೆಸ್ ಸರ್ಕಾರ ಜನರನ್ನು ದಾರಿ ತಪ್ಪಿಸುವ ಪ್ರಯತ್ನ ಮಾಡುತ್ತಿದೆ. ಇದು ಜಾತಿ ಗಣತಿಯಲ್ಲ, ಕಾಂಗ್ರೆಸ್ ಗಣತಿ. ಮುಸ್ಲಿಮರನ್ನು ಓಲೈಸುವ ಉದ್ದೇಶದಿಂದ ವರದಿ ಸಿದ್ಧಪಡಿಸಲಾಗಿದೆ. ಈ ವರದಿಯಿಂದ ರಾಜ್ಯದಲ್ಲಿ ಸಾಮಾಜಿಕ ಅಸಮತೋಲನ ಉಂಟಾಗುವ ಸಾಧ್ಯತೆ ಇದೆ. ವೀರಶೈವ–ಲಿಂಗಾಯತ, ಒಕ್ಕಲಿಗ ಸಮುದಾಯಗಳ ಜನಸಂಖ್ಯೆಯನ್ನು ಕಡಿಮೆ ತೋರಿಸಲಾಗಿದೆ. ಮುಖ್ಯಮಂತ್ರಿ ಸಿದ್ದರಾಮಯ್ಯ ಅವರು ರಾಜಕೀಯ ಲಾಭಕ್ಕಾಗಿ ಈ ವರದಿಯನ್ನು ಬಳಸಿಕೊಳ್ಳುತ್ತಿದ್ದಾರೆ. ಅಲ್ಪಸಂಖ್ಯಾತರು ಎಂದರೆ ಯಾರು ಎಂಬುದನ್ನು ಸ್ಪಷ್ಟಪಡಿಸಬೇಕು. ರಾಜ್ಯದಲ್ಲಿ ಎರಡನೇ ಅತಿದೊಡ್ಡ ಸಮುದಾಯವಾಗಿರುವವರು ಅಲ್ಪಸಂಖ್ಯಾತರಾಗಲು ಹೇಗೆ ಸಾಧ್ಯ? ಈ ವರದಿಯನ್ನು ಸಚಿವ ಸಂಪುಟದಲ್ಲಿ ಮಂಡಿಸುವ ಮೊದಲು ಸಾರ್ವಜನಿಕ ಚರ್ಚೆಗೆ ಬಿಡಬೇಕು ಎಂದು ಒತ್ತಾಯಿಸಿದರು. ಜಾತಿ ಜನಗಣತಿ ವರದಿ ಸಿದ್ಧಪಡಿಸಿ ಹತ್ತು ವರ್ಷಗಳು ಕಳೆದಿವೆ. ಇದು ಹಳೆಯ ಮಾಹಿತಿಯಾಗಿದ್ದು, ಹೊಸದಾಗಿ ಸಮೀಕ್ಷೆ ನಡೆಸಬೇಕು. ಹಿಂದುಳಿದ ವರ್ಗಗಳಿಗೆ ನ್ಯಾಯ ಒದಗಿಸುವ ನೆಪದಲ್ಲಿ ಇತರೆ ಸಮುದಾಯಗಳಿಗೆ ಅನ್ಯಾಯ ಮಾಡಲಾಗುತ್ತಿದೆ ಎಂದು ಆರೋಪಿಸಿದರು. ಬಿಜೆಪಿ ಎಲ್ಲಾ ಸಮುದಾಯಗಳ ಹಿತ ಕಾಪಾಡಲು ಬದ್ಧವಾಗಿದೆ ಎಂದರು. [1138, 622, 1520, 847]
side-story1-headline: ಕಾಡುಕೊತನಹಳ್ಳಿ ರಾಕಸಮ್ಮನ ಹಬ್ಬ ಆಚರಣೆ [60, 103, 282, 148]
teachers-headline: ಶಿಕ್ಷಕರು ಮಕ್ಕಳಿಗೆ ಶೌಚಾಲಯ ಬಳಸುವ ಬಗ್ಗೆ ತರಬೇತಿ ನೀಡಲಿ [502, 1258, 1351, 1308]
christian-festival-headline: ಕ್ರೈಸ್ತರಿಂದ ಖರ್ಜೂರ ಗರಿಗಳ ಹಬ್ಬ [438, 103, 956, 160]
side-column-rule [318, 96, 320, 1759]
region-banner: ಕೋಲಾರ–ಚಿಕ್ಕಬಳ್ಳಾಪುರ [1100, 31, 1519, 73]
hanuman-idol-photo [1049, 1876, 1305, 2403]
side-rule-2 [16, 1087, 311, 1089]
siddaganga-headline: ಸಿದ್ದಗಂಗಾಶ್ರೀಗಳ ದಾಸೋಹ ಸೇವೆ ಅಜರಾಮರ [16, 1775, 695, 1829]
siddaganga-body-bottom1: ದಾಸೋಹತತ್ವ ಚಾಲನೆ ನೀಡಿದ ಆಚಾರರು ಸಂಘದ ಅಧ್ಯಕ್ಷರು ಮಾತನಾಡಿ, ಶ್ರೀಗಳ ಜನ್ಮ ದಿನವನ್ನು ದಾಸೋಹ ದಿನವನ್ನಾಗಿ ಆಚರಿಸಲಾಗುತ್ತಿದೆ. ಶ್ರೀಮಠದಲ್ಲಿ ಪ್ರತಿದಿನ ಸಾವಿರಾರು ಭಕ್ತರಿಗೆ ಅನ್ನ ದಾಸೋಹ ನಡೆಯುತ್ತದೆ ಎಂದರು. [350, 2215, 676, 2257]
